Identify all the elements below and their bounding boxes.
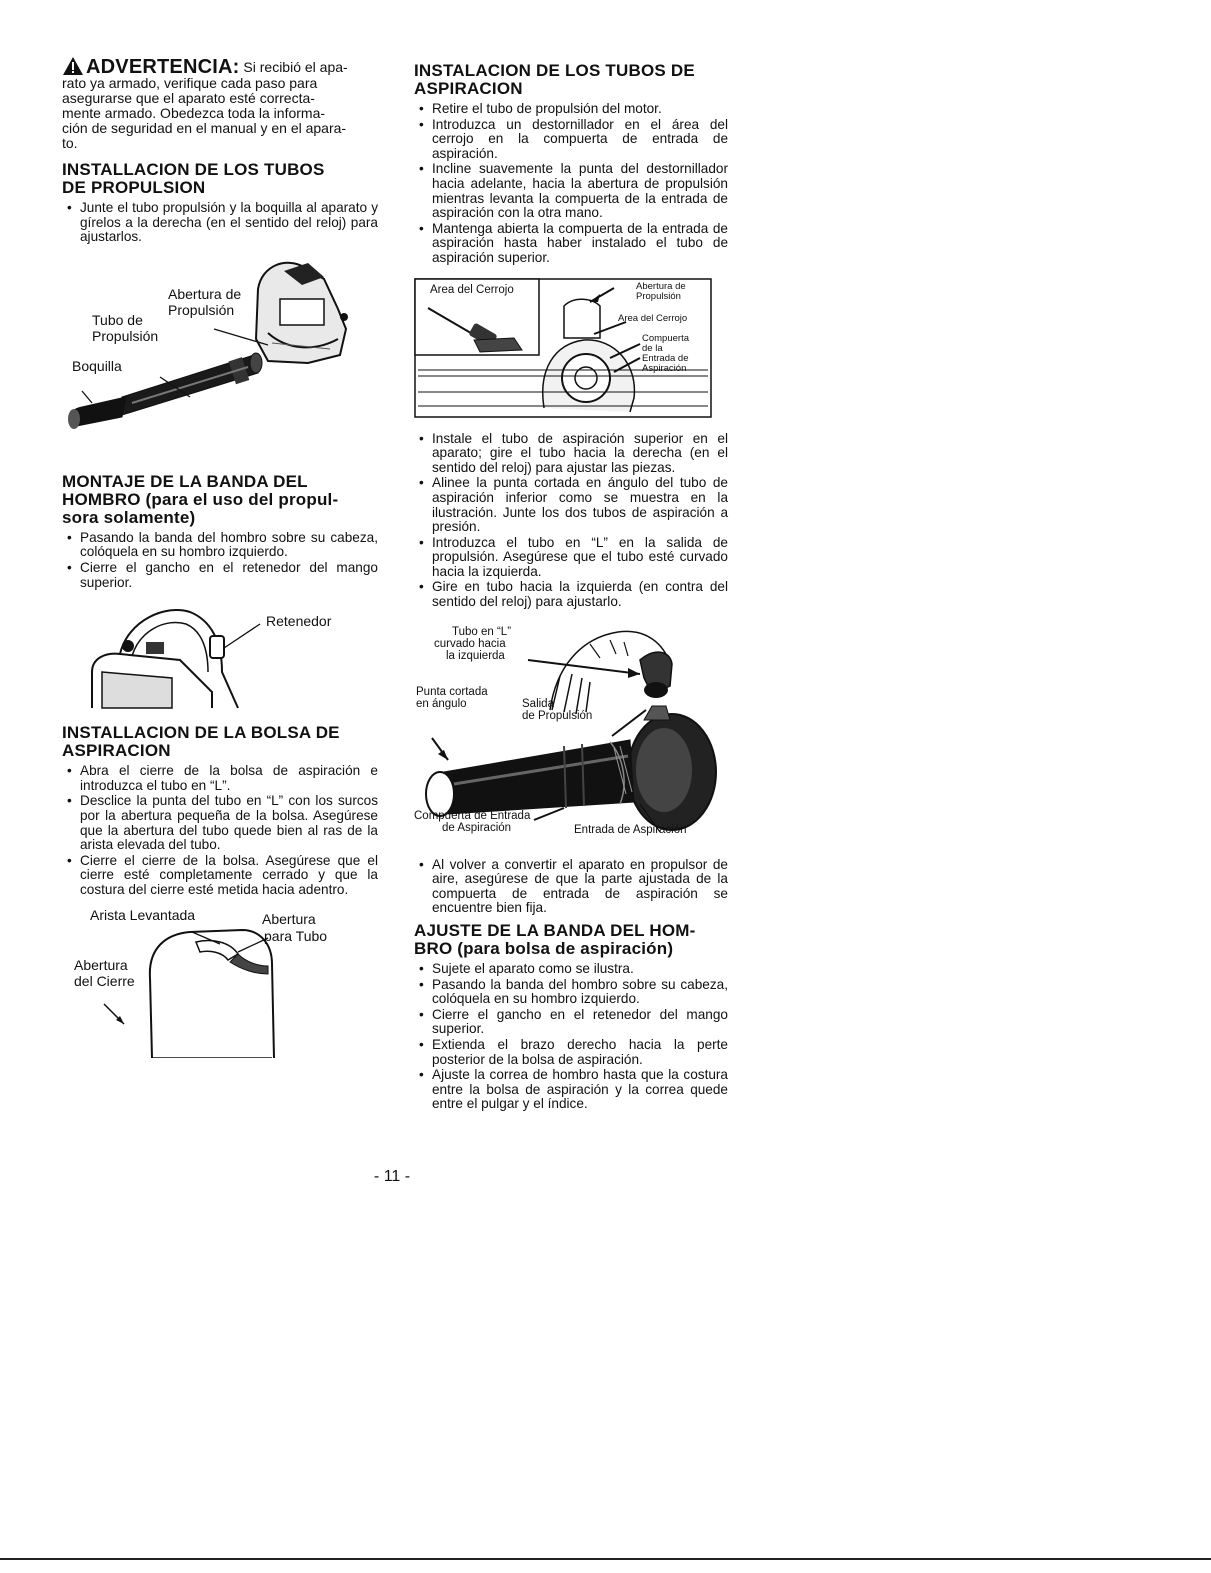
warning-line: mente armado. Obedezca toda la informa- xyxy=(62,105,326,121)
label-compuerta: Compuerta xyxy=(642,332,689,344)
list-item: • Introduzca un destornillador en el área del cerrojo en la compuerta de entrada de aspiración. xyxy=(414,118,728,162)
label-area-cerrojo: Area del Cerrojo xyxy=(618,312,688,324)
aspiracion-steps xyxy=(414,102,728,266)
label-salida: Salida xyxy=(522,697,554,710)
label-arista: Arista Levantada xyxy=(90,906,196,923)
label-salida: de Propulsión xyxy=(522,709,593,722)
warning-line: to. xyxy=(62,135,78,151)
ajuste-steps xyxy=(414,962,728,1112)
figure-tubo-l xyxy=(414,624,728,848)
page-number: - 11 - xyxy=(373,1168,411,1185)
figure-bolsa xyxy=(62,908,378,1058)
list-item: • Desclice la punta del tubo en “L” con los surcos por la abertura pequeña de la bolsa. Asegúrese que la abertura del tubo quede bien al ras de la arista elevada del tubo. xyxy=(62,794,378,852)
list-item: • Mantenga abierta la compuerta de la entrada de aspiración hasta haber instalado el tubo de aspiración superior. xyxy=(414,222,728,266)
label-compuerta-entrada: de Aspiración xyxy=(442,821,512,834)
figure-area-cerrojo xyxy=(414,278,712,418)
list-item: • Cierre el gancho en el retenedor del mango superior. xyxy=(414,1008,728,1037)
list-item: • Ajuste la correa de hombro hasta que la costura entre la bolsa de aspiración y la correa quede entre el pulgar y el índice. xyxy=(414,1068,728,1112)
label-abertura: Abertura de xyxy=(168,285,242,302)
warning-title: ADVERTENCIA: xyxy=(86,56,240,78)
warning-line: asegurarse que el aparato esté correcta- xyxy=(62,90,315,106)
label-punta: en ángulo xyxy=(416,697,467,710)
label-punta: Punta cortada xyxy=(416,685,488,698)
list-item: • Cierre el cierre de la bolsa. Asegúrese que el cierre esté completamente cerrado y que la costura del cierre esté metida hacia adentro. xyxy=(62,854,378,898)
label-tubo: Tubo de xyxy=(92,311,143,328)
left-column xyxy=(62,56,378,1058)
list-item: • Sujete el aparato como se ilustra. xyxy=(414,962,728,977)
label-compuerta-entrada: Compuerta de Entrada xyxy=(414,809,531,822)
label-abertura: Propulsión xyxy=(636,290,681,302)
warning-block xyxy=(62,56,378,151)
list-item: • Introduzca el tubo en “L” en la salida de propulsión. Asegúrese que el tubo esté curvado hacia la izquierda. xyxy=(414,536,728,580)
section-heading-banda-hombro: MONTAJE DE LA BANDA DEL HOMBRO (para el uso del propul- sora solamente) xyxy=(62,471,339,527)
label-tubo: Propulsión xyxy=(92,327,159,344)
section-heading-bolsa: INSTALLACION DE LA BOLSA DE ASPIRACION xyxy=(62,723,340,761)
label-abertura-cierre: Abertura xyxy=(74,956,128,973)
section-heading-aspiracion: INSTALACION DE LOS TUBOS DE ASPIRACION xyxy=(414,61,695,98)
list-item: • Pasando la banda del hombro sobre su cabeza, colóquela en su hombro izquierdo. xyxy=(62,531,378,560)
right-column xyxy=(414,62,728,1113)
warning-triangle-icon xyxy=(62,56,84,76)
aspiracion-steps-2 xyxy=(414,432,728,610)
label-tubo-l: la izquierda xyxy=(446,649,505,662)
list-item: • Instale el tubo de aspiración superior en el aparato; gire el tubo hacia la derecha (en el sentido del reloj) para ajustar las piezas. xyxy=(414,432,728,476)
list-item: • Pasando la banda del hombro sobre su cabeza, colóquela en su hombro izquierdo. xyxy=(414,978,728,1007)
bottom-divider xyxy=(0,1558,1211,1560)
warning-line: rato ya armado, verifique cada paso para xyxy=(62,75,318,91)
label-tubo-l: curvado hacia xyxy=(434,637,506,650)
list-item: • Junte el tubo propulsión y la boquilla al aparato y gírelos a la derecha (en el sentido del reloj) para ajustarlos. xyxy=(62,201,378,245)
label-tubo-l: Tubo en “L” xyxy=(452,625,512,638)
label-area-cerrojo: Area del Cerrojo xyxy=(430,283,514,296)
label-entrada-aspiracion: Entrada de Aspiración xyxy=(574,823,687,836)
section-heading-ajuste: AJUSTE DE LA BANDA DEL HOM- BRO (para bolsa de aspiración) xyxy=(414,921,696,959)
label-compuerta: Aspiración xyxy=(642,362,687,374)
list-item: • Alinee la punta cortada en ángulo del tubo de aspiración inferior como se muestra en la ilustración. Junte los dos tubos de aspiración a presión. xyxy=(414,476,728,534)
label-abertura-tubo: para Tubo xyxy=(264,927,328,944)
label-abertura-cierre: del Cierre xyxy=(74,972,135,989)
list-item: • Abra el cierre de la bolsa de aspiración e introduzca el tubo en “L”. xyxy=(62,764,378,793)
label-abertura-tubo: Abertura xyxy=(262,910,316,927)
list-item: • Cierre el gancho en el retenedor del mango superior. xyxy=(62,561,378,590)
section-heading-propulsion: INSTALLACION DE LOS TUBOS DE PROPULSION xyxy=(62,160,325,197)
label-compuerta: Entrada de xyxy=(642,352,689,364)
list-item: • Extienda el brazo derecho hacia la perte posterior de la bolsa de aspiración. xyxy=(414,1038,728,1067)
aspiracion-steps-3 xyxy=(414,858,728,916)
figure-retenedor xyxy=(62,602,378,710)
figure-propulsion-tube xyxy=(62,259,378,455)
propulsion-steps xyxy=(62,201,378,245)
label-boquilla: Boquilla xyxy=(72,357,122,374)
list-item: • Retire el tubo de propulsión del motor. xyxy=(414,102,728,117)
banda-hombro-steps xyxy=(62,531,378,590)
label-compuerta: de la xyxy=(642,342,663,354)
warning-line: ción de seguridad en el manual y en el apara- xyxy=(62,120,347,136)
label-retenedor: Retenedor xyxy=(266,613,332,630)
warning-line: Si recibió el apa- xyxy=(243,59,348,75)
list-item: • Gire en tubo hacia la izquierda (en contra del sentido del reloj) para ajustarlo. xyxy=(414,580,728,609)
list-item: • Al volver a convertir el aparato en propulsor de aire, asegúrese de que la parte ajustada de la compuerta de entrada de aspiración se encuentre bien fija. xyxy=(414,858,728,916)
list-item: • Incline suavemente la punta del destornillador hacia adelante, hacia la abertura de propulsión mientras levanta la compuerta de la entrada de aspiración con la otra mano. xyxy=(414,162,728,220)
label-abertura: Abertura de xyxy=(636,280,686,292)
label-abertura: Propulsión xyxy=(168,301,235,318)
bolsa-steps xyxy=(62,764,378,897)
